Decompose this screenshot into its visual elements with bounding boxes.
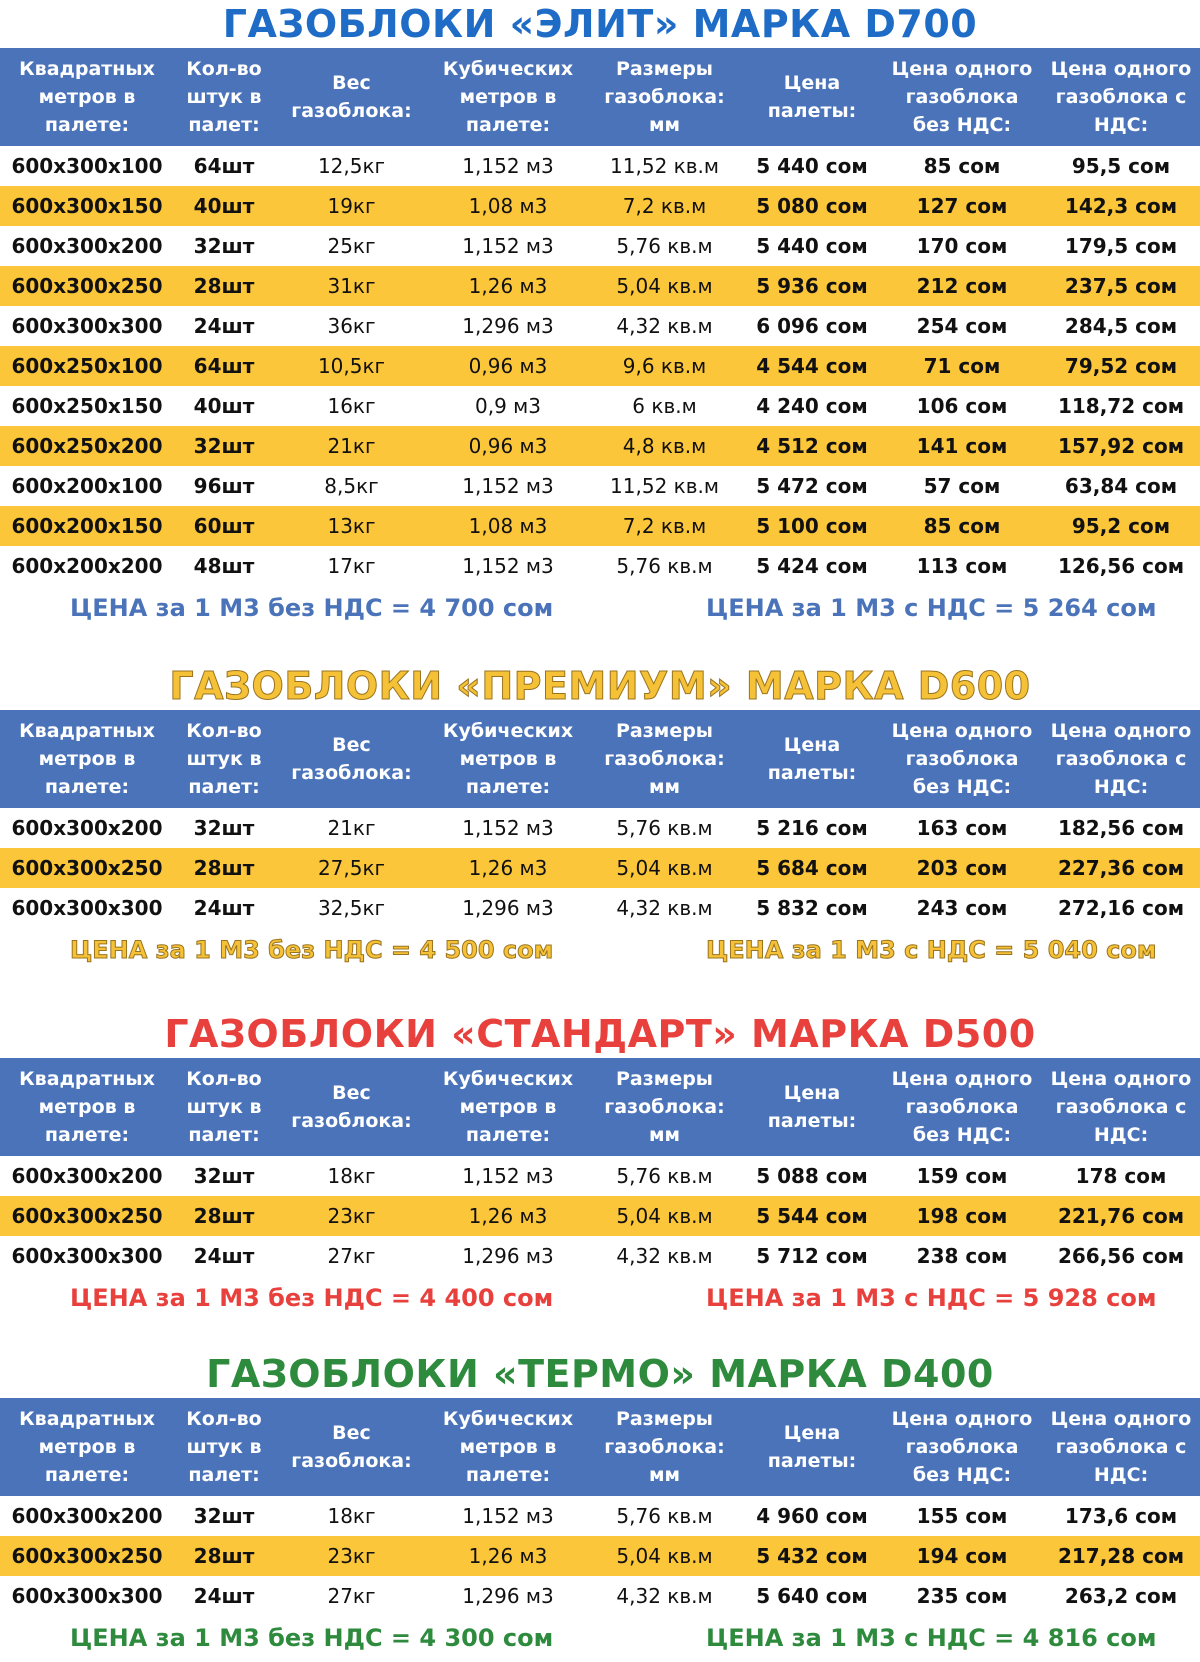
cell-cubic: 0,9 м3	[429, 386, 587, 426]
cell-weight: 12,5кг	[274, 146, 429, 186]
col-header-price-no-vat: Цена одного газоблока без НДС:	[882, 1398, 1042, 1496]
price-per-m3-no-vat: ЦЕНА за 1 М3 без НДС = 4 400 сом	[70, 1284, 554, 1312]
cell-price-no-vat: 163 сом	[882, 808, 1042, 848]
section-title: ГАЗОБЛОКИ «СТАНДАРТ» МАРКА D500	[164, 1012, 1036, 1056]
cell-weight: 13кг	[274, 506, 429, 546]
cell-dimensions: 600x300x300	[0, 1576, 174, 1616]
price-table	[0, 48, 1200, 586]
cell-dimensions: 600x300x300	[0, 306, 174, 346]
cell-price-no-vat: 254 сом	[882, 306, 1042, 346]
cell-cubic: 1,26 м3	[429, 848, 587, 888]
cell-area: 5,04 кв.м	[587, 848, 742, 888]
table-row	[0, 888, 1200, 928]
cell-price-no-vat: 238 сом	[882, 1236, 1042, 1276]
cell-area: 9,6 кв.м	[587, 346, 742, 386]
cell-cubic: 1,152 м3	[429, 146, 587, 186]
col-header-pieces: Кол-во штук в палет:	[174, 48, 274, 146]
cell-area: 7,2 кв.м	[587, 506, 742, 546]
cell-price-no-vat: 113 сом	[882, 546, 1042, 586]
col-header-sq-meters: Квадратных метров в палете:	[0, 1058, 174, 1156]
col-header-price-vat: Цена одного газоблока с НДС:	[1042, 710, 1200, 808]
col-header-pieces: Кол-во штук в палет:	[174, 1058, 274, 1156]
cell-dimensions: 600x300x250	[0, 848, 174, 888]
cell-pieces: 24шт	[174, 1576, 274, 1616]
cell-price-no-vat: 71 сом	[882, 346, 1042, 386]
price-table	[0, 1058, 1200, 1276]
section-title: ГАЗОБЛОКИ «ПРЕМИУМ» МАРКА D600	[169, 664, 1031, 708]
col-header-dimensions: Размеры газоблока: мм	[587, 1398, 742, 1496]
cell-cubic: 1,08 м3	[429, 186, 587, 226]
section-footer	[0, 928, 1200, 972]
cell-price-vat: 79,52 сом	[1042, 346, 1200, 386]
col-header-weight: Вес газоблока:	[274, 1058, 429, 1156]
cell-cubic: 1,152 м3	[429, 226, 587, 266]
cell-cubic: 1,26 м3	[429, 266, 587, 306]
cell-area: 5,04 кв.м	[587, 1196, 742, 1236]
col-header-price-no-vat: Цена одного газоблока без НДС:	[882, 48, 1042, 146]
table-row	[0, 346, 1200, 386]
cell-pallet-price: 5 684 сом	[742, 848, 882, 888]
cell-price-vat: 95,2 сом	[1042, 506, 1200, 546]
cell-cubic: 1,152 м3	[429, 466, 587, 506]
cell-price-no-vat: 243 сом	[882, 888, 1042, 928]
cell-weight: 36кг	[274, 306, 429, 346]
table-row	[0, 1236, 1200, 1276]
table-row	[0, 226, 1200, 266]
cell-price-vat: 118,72 сом	[1042, 386, 1200, 426]
cell-price-vat: 126,56 сом	[1042, 546, 1200, 586]
table-row	[0, 466, 1200, 506]
section-standard	[0, 1010, 1200, 1320]
table-header-row	[0, 710, 1200, 808]
col-header-dimensions: Размеры газоблока: мм	[587, 1058, 742, 1156]
cell-dimensions: 600x300x200	[0, 1156, 174, 1196]
cell-area: 4,32 кв.м	[587, 1576, 742, 1616]
col-header-cubic-meters: Кубических метров в палете:	[429, 1398, 587, 1496]
cell-price-vat: 272,16 сом	[1042, 888, 1200, 928]
cell-area: 5,04 кв.м	[587, 266, 742, 306]
price-per-m3-no-vat: ЦЕНА за 1 М3 без НДС = 4 700 сом	[70, 594, 554, 622]
cell-pallet-price: 4 512 сом	[742, 426, 882, 466]
cell-dimensions: 600x300x100	[0, 146, 174, 186]
col-header-price-vat: Цена одного газоблока с НДС:	[1042, 1058, 1200, 1156]
cell-dimensions: 600x300x150	[0, 186, 174, 226]
section-footer	[0, 586, 1200, 630]
cell-price-vat: 95,5 сом	[1042, 146, 1200, 186]
table-header-row	[0, 48, 1200, 146]
col-header-pallet-price: Цена палеты:	[742, 1398, 882, 1496]
cell-cubic: 1,26 м3	[429, 1196, 587, 1236]
cell-price-vat: 173,6 сом	[1042, 1496, 1200, 1536]
col-header-price-vat: Цена одного газоблока с НДС:	[1042, 1398, 1200, 1496]
cell-pieces: 32шт	[174, 808, 274, 848]
cell-area: 11,52 кв.м	[587, 466, 742, 506]
col-header-cubic-meters: Кубических метров в палете:	[429, 710, 587, 808]
cell-pieces: 32шт	[174, 1156, 274, 1196]
cell-price-no-vat: 170 сом	[882, 226, 1042, 266]
cell-area: 11,52 кв.м	[587, 146, 742, 186]
cell-cubic: 1,296 м3	[429, 1576, 587, 1616]
cell-price-vat: 237,5 сом	[1042, 266, 1200, 306]
table-body	[0, 146, 1200, 586]
table-row	[0, 146, 1200, 186]
cell-price-no-vat: 141 сом	[882, 426, 1042, 466]
cell-price-no-vat: 198 сом	[882, 1196, 1042, 1236]
cell-price-no-vat: 159 сом	[882, 1156, 1042, 1196]
section-footer	[0, 1616, 1200, 1660]
cell-cubic: 1,152 м3	[429, 1156, 587, 1196]
cell-weight: 18кг	[274, 1156, 429, 1196]
cell-cubic: 1,08 м3	[429, 506, 587, 546]
cell-pallet-price: 4 960 сом	[742, 1496, 882, 1536]
cell-pieces: 32шт	[174, 426, 274, 466]
cell-area: 7,2 кв.м	[587, 186, 742, 226]
cell-pallet-price: 5 424 сом	[742, 546, 882, 586]
cell-weight: 17кг	[274, 546, 429, 586]
cell-dimensions: 600x300x200	[0, 1496, 174, 1536]
col-header-dimensions: Размеры газоблока: мм	[587, 48, 742, 146]
cell-pieces: 28шт	[174, 1536, 274, 1576]
cell-price-vat: 142,3 сом	[1042, 186, 1200, 226]
cell-cubic: 1,152 м3	[429, 546, 587, 586]
price-per-m3-vat: ЦЕНА за 1 М3 с НДС = 5 040 сом	[706, 936, 1157, 964]
cell-dimensions: 600x300x200	[0, 808, 174, 848]
cell-pieces: 60шт	[174, 506, 274, 546]
cell-pallet-price: 5 472 сом	[742, 466, 882, 506]
cell-cubic: 0,96 м3	[429, 346, 587, 386]
cell-weight: 27,5кг	[274, 848, 429, 888]
cell-weight: 16кг	[274, 386, 429, 426]
col-header-price-vat: Цена одного газоблока с НДС:	[1042, 48, 1200, 146]
cell-cubic: 1,26 м3	[429, 1536, 587, 1576]
cell-price-no-vat: 85 сом	[882, 506, 1042, 546]
cell-weight: 25кг	[274, 226, 429, 266]
cell-dimensions: 600x250x100	[0, 346, 174, 386]
section-title: ГАЗОБЛОКИ «ЭЛИТ» МАРКА D700	[222, 2, 978, 46]
cell-area: 5,76 кв.м	[587, 546, 742, 586]
cell-pieces: 32шт	[174, 1496, 274, 1536]
cell-dimensions: 600x250x200	[0, 426, 174, 466]
cell-pallet-price: 4 240 сом	[742, 386, 882, 426]
table-body	[0, 1496, 1200, 1616]
cell-weight: 19кг	[274, 186, 429, 226]
cell-price-no-vat: 212 сом	[882, 266, 1042, 306]
cell-price-vat: 284,5 сом	[1042, 306, 1200, 346]
cell-pieces: 96шт	[174, 466, 274, 506]
cell-price-no-vat: 57 сом	[882, 466, 1042, 506]
cell-price-vat: 221,76 сом	[1042, 1196, 1200, 1236]
table-header-row	[0, 1398, 1200, 1496]
cell-area: 5,76 кв.м	[587, 1156, 742, 1196]
cell-pallet-price: 5 100 сом	[742, 506, 882, 546]
table-row	[0, 506, 1200, 546]
price-per-m3-no-vat: ЦЕНА за 1 М3 без НДС = 4 500 сом	[70, 936, 554, 964]
cell-price-vat: 182,56 сом	[1042, 808, 1200, 848]
cell-area: 5,76 кв.м	[587, 226, 742, 266]
cell-dimensions: 600x200x100	[0, 466, 174, 506]
cell-dimensions: 600x300x250	[0, 1196, 174, 1236]
cell-price-vat: 157,92 сом	[1042, 426, 1200, 466]
cell-pieces: 64шт	[174, 146, 274, 186]
table-row	[0, 266, 1200, 306]
cell-weight: 27кг	[274, 1576, 429, 1616]
cell-price-no-vat: 155 сом	[882, 1496, 1042, 1536]
cell-pallet-price: 6 096 сом	[742, 306, 882, 346]
cell-dimensions: 600x300x250	[0, 1536, 174, 1576]
cell-pieces: 40шт	[174, 386, 274, 426]
cell-pieces: 40шт	[174, 186, 274, 226]
cell-pieces: 24шт	[174, 1236, 274, 1276]
col-header-weight: Вес газоблока:	[274, 48, 429, 146]
table-row	[0, 848, 1200, 888]
table-row	[0, 1156, 1200, 1196]
table-row	[0, 546, 1200, 586]
cell-pieces: 48шт	[174, 546, 274, 586]
cell-area: 4,32 кв.м	[587, 306, 742, 346]
table-row	[0, 386, 1200, 426]
col-header-pallet-price: Цена палеты:	[742, 48, 882, 146]
table-row	[0, 306, 1200, 346]
cell-pallet-price: 5 832 сом	[742, 888, 882, 928]
cell-dimensions: 600x300x250	[0, 266, 174, 306]
cell-dimensions: 600x250x150	[0, 386, 174, 426]
cell-dimensions: 600x200x150	[0, 506, 174, 546]
col-header-pieces: Кол-во штук в палет:	[174, 710, 274, 808]
cell-weight: 21кг	[274, 808, 429, 848]
col-header-sq-meters: Квадратных метров в палете:	[0, 710, 174, 808]
table-row	[0, 1496, 1200, 1536]
section-premium	[0, 662, 1200, 972]
cell-price-vat: 179,5 сом	[1042, 226, 1200, 266]
table-row	[0, 426, 1200, 466]
cell-price-no-vat: 194 сом	[882, 1536, 1042, 1576]
cell-price-no-vat: 203 сом	[882, 848, 1042, 888]
table-body	[0, 808, 1200, 928]
cell-weight: 21кг	[274, 426, 429, 466]
table-row	[0, 808, 1200, 848]
cell-pallet-price: 5 712 сом	[742, 1236, 882, 1276]
cell-area: 5,04 кв.м	[587, 1536, 742, 1576]
price-table	[0, 710, 1200, 928]
cell-cubic: 0,96 м3	[429, 426, 587, 466]
cell-price-vat: 217,28 сом	[1042, 1536, 1200, 1576]
cell-pallet-price: 4 544 сом	[742, 346, 882, 386]
cell-weight: 31кг	[274, 266, 429, 306]
cell-price-vat: 227,36 сом	[1042, 848, 1200, 888]
cell-weight: 32,5кг	[274, 888, 429, 928]
cell-cubic: 1,296 м3	[429, 1236, 587, 1276]
cell-pieces: 64шт	[174, 346, 274, 386]
cell-area: 5,76 кв.м	[587, 1496, 742, 1536]
col-header-sq-meters: Квадратных метров в палете:	[0, 1398, 174, 1496]
col-header-dimensions: Размеры газоблока: мм	[587, 710, 742, 808]
cell-pallet-price: 5 936 сом	[742, 266, 882, 306]
col-header-weight: Вес газоблока:	[274, 1398, 429, 1496]
table-body	[0, 1156, 1200, 1276]
table-row	[0, 1576, 1200, 1616]
cell-price-no-vat: 85 сом	[882, 146, 1042, 186]
cell-weight: 18кг	[274, 1496, 429, 1536]
cell-weight: 27кг	[274, 1236, 429, 1276]
cell-area: 4,8 кв.м	[587, 426, 742, 466]
section-title: ГАЗОБЛОКИ «ТЕРМО» МАРКА D400	[206, 1352, 994, 1396]
price-table	[0, 1398, 1200, 1616]
price-per-m3-no-vat: ЦЕНА за 1 М3 без НДС = 4 300 сом	[70, 1624, 554, 1652]
cell-pallet-price: 5 440 сом	[742, 146, 882, 186]
table-row	[0, 1196, 1200, 1236]
col-header-weight: Вес газоблока:	[274, 710, 429, 808]
cell-pallet-price: 5 544 сом	[742, 1196, 882, 1236]
cell-weight: 23кг	[274, 1196, 429, 1236]
cell-price-vat: 266,56 сом	[1042, 1236, 1200, 1276]
cell-pallet-price: 5 440 сом	[742, 226, 882, 266]
cell-pallet-price: 5 640 сом	[742, 1576, 882, 1616]
cell-cubic: 1,296 м3	[429, 888, 587, 928]
cell-area: 4,32 кв.м	[587, 888, 742, 928]
cell-pieces: 32шт	[174, 226, 274, 266]
col-header-cubic-meters: Кубических метров в палете:	[429, 48, 587, 146]
section-footer	[0, 1276, 1200, 1320]
cell-pieces: 28шт	[174, 266, 274, 306]
cell-area: 4,32 кв.м	[587, 1236, 742, 1276]
cell-price-vat: 263,2 сом	[1042, 1576, 1200, 1616]
col-header-pallet-price: Цена палеты:	[742, 1058, 882, 1156]
cell-price-no-vat: 235 сом	[882, 1576, 1042, 1616]
section-termo	[0, 1350, 1200, 1660]
cell-dimensions: 600x300x200	[0, 226, 174, 266]
table-row	[0, 1536, 1200, 1576]
cell-pallet-price: 5 080 сом	[742, 186, 882, 226]
col-header-sq-meters: Квадратных метров в палете:	[0, 48, 174, 146]
cell-cubic: 1,152 м3	[429, 808, 587, 848]
price-per-m3-vat: ЦЕНА за 1 М3 с НДС = 5 264 сом	[706, 594, 1157, 622]
col-header-price-no-vat: Цена одного газоблока без НДС:	[882, 1058, 1042, 1156]
price-per-m3-vat: ЦЕНА за 1 М3 с НДС = 5 928 сом	[706, 1284, 1157, 1312]
cell-cubic: 1,152 м3	[429, 1496, 587, 1536]
cell-pieces: 24шт	[174, 306, 274, 346]
cell-cubic: 1,296 м3	[429, 306, 587, 346]
table-row	[0, 186, 1200, 226]
cell-area: 5,76 кв.м	[587, 808, 742, 848]
cell-price-vat: 178 сом	[1042, 1156, 1200, 1196]
cell-weight: 23кг	[274, 1536, 429, 1576]
price-per-m3-vat: ЦЕНА за 1 М3 с НДС = 4 816 сом	[706, 1624, 1157, 1652]
cell-price-vat: 63,84 сом	[1042, 466, 1200, 506]
col-header-price-no-vat: Цена одного газоблока без НДС:	[882, 710, 1042, 808]
cell-pieces: 28шт	[174, 848, 274, 888]
table-header-row	[0, 1058, 1200, 1156]
col-header-pallet-price: Цена палеты:	[742, 710, 882, 808]
cell-pieces: 28шт	[174, 1196, 274, 1236]
cell-dimensions: 600x300x300	[0, 1236, 174, 1276]
cell-weight: 10,5кг	[274, 346, 429, 386]
section-elit	[0, 0, 1200, 630]
cell-pallet-price: 5 216 сом	[742, 808, 882, 848]
cell-pallet-price: 5 088 сом	[742, 1156, 882, 1196]
cell-dimensions: 600x300x300	[0, 888, 174, 928]
cell-dimensions: 600x200x200	[0, 546, 174, 586]
cell-area: 6 кв.м	[587, 386, 742, 426]
col-header-cubic-meters: Кубических метров в палете:	[429, 1058, 587, 1156]
col-header-pieces: Кол-во штук в палет:	[174, 1398, 274, 1496]
cell-price-no-vat: 106 сом	[882, 386, 1042, 426]
cell-pieces: 24шт	[174, 888, 274, 928]
cell-weight: 8,5кг	[274, 466, 429, 506]
cell-price-no-vat: 127 сом	[882, 186, 1042, 226]
cell-pallet-price: 5 432 сом	[742, 1536, 882, 1576]
